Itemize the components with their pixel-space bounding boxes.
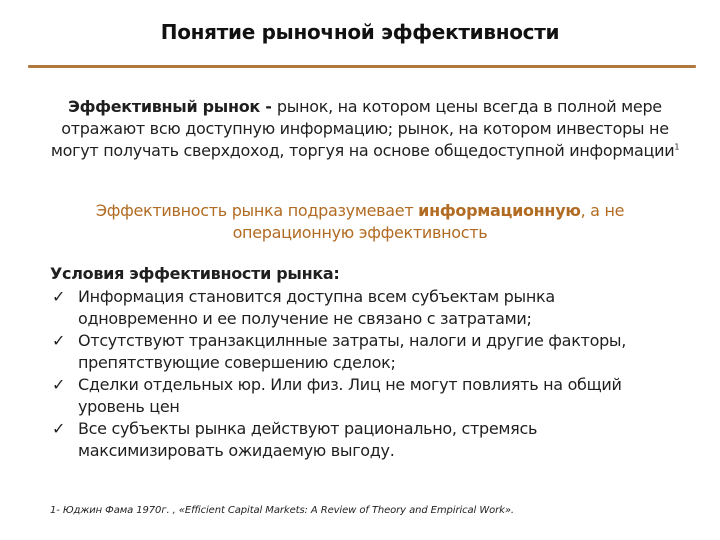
check-icon: ✓ (52, 419, 66, 438)
definition-paragraph (50, 96, 680, 162)
efficiency-statement (40, 200, 680, 244)
definition-text: рынок, на котором цены всегда в полной мере отражают всю доступную информацию; рынок, на котором инвесторы не могут получать сверхдоход, торгуя на основе общедоступной информации (50, 97, 675, 160)
slide-title: Понятие рыночной эффективности (160, 20, 560, 44)
list-item-text: Все субъекты рынка действуют рационально, стремясь максимизировать ожидаемую выгоду. (78, 419, 538, 460)
definition-term: Эффективный рынок - (68, 97, 277, 116)
list-item (50, 374, 670, 418)
efficiency-text-after: , а не операционную эффективность (232, 201, 625, 242)
check-icon: ✓ (52, 331, 66, 350)
conditions-list (50, 286, 670, 462)
check-icon: ✓ (52, 287, 66, 306)
list-item-text: Сделки отдельных юр. Или физ. Лиц не могут повлиять на общий уровень цен (78, 375, 622, 416)
list-item-text: Информация становится доступна всем субъектам рынка одновременно и ее получение не связано с затратами; (78, 287, 555, 328)
list-item (50, 418, 670, 462)
list-item (50, 330, 670, 374)
list-item (50, 286, 670, 330)
footnote-reference: 1 (674, 142, 680, 152)
check-icon: ✓ (52, 375, 66, 394)
list-item-text: Отсутствуют транзакцилнные затраты, налоги и другие факторы, препятствующие совершению сделок; (78, 331, 627, 372)
conditions-heading: Условия эффективности рынка: (50, 264, 340, 283)
efficiency-text-before: Эффективность рынка подразумевает (95, 201, 419, 220)
title-divider (28, 65, 696, 68)
footnote: 1- Юджин Фама 1970г. , «Efficient Capital Markets: A Review of Theory and Empirical Work». (50, 505, 514, 516)
efficiency-emphasis: информационную (418, 201, 581, 220)
